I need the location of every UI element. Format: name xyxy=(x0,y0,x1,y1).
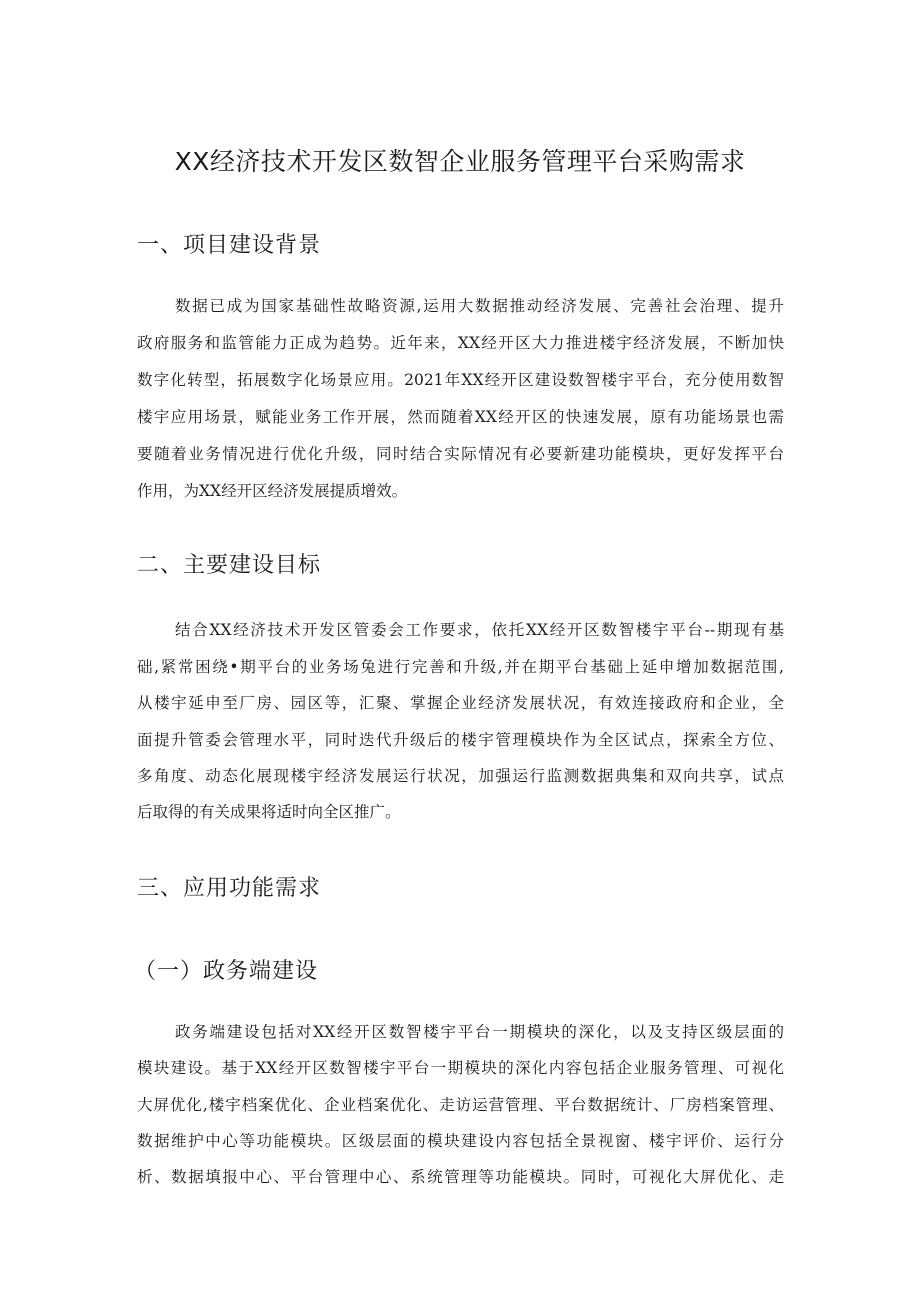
paragraph-line: 础,紧常困绕•期平台的业务场兔进行完善和升级,并在期平台基础上延申增加数据范围, xyxy=(137,658,784,676)
paragraph-line: 结合XX经济技术开发区管委会工作要求，依托XX经开区数智楼宇平台--期现有基 xyxy=(175,621,784,639)
paragraph-line: 政府服务和监管能力正成为趋势。近年来，XX经开区大力推进楼宇经济发展，不断加快 xyxy=(137,334,784,352)
paragraph-line: 数据维护中心等功能模块。区级层面的模块建设内容包括全景视窗、楼宇评价、运行分 xyxy=(137,1132,784,1150)
section-heading-goals: 二、主要建设目标 xyxy=(137,553,322,578)
paragraph-line: 要随着业务情况进行优化升级，同时结合实际情况有必要新建功能模块，更好发挥平台 xyxy=(137,445,784,463)
section-heading-requirements: 三、应用功能需求 xyxy=(137,876,322,901)
subsection-heading-government: （一）政务端建设 xyxy=(134,959,319,984)
paragraph-line: 后取得的有关成果将适时向全区推广。 xyxy=(137,803,401,821)
section-heading-background: 一、项目建设背景 xyxy=(137,233,322,258)
paragraph-line: 面提升管委会管理水平，同时迭代升级后的楼宇管理模块作为全区试点，探索全方位、 xyxy=(137,731,784,749)
paragraph-line: 数据已成为国家基础性故略资源,运用大数据推动经济发展、完善社会治理、提升 xyxy=(175,297,784,315)
paragraph-line: 析、数据填报中心、平台管理中心、系统管理等功能模块。同时，可视化大屏优化、走 xyxy=(137,1168,784,1186)
paragraph-line: 从楼宇延申至厂房、园区等，汇聚、掌握企业经济发展状况，有效连接政府和企业，全 xyxy=(137,694,784,712)
paragraph-line: 多角度、动态化展现楼宇经济发展运行状况，加强运行监测数据典集和双向共享，试点 xyxy=(137,767,784,785)
paragraph-line: 数字化转型，拓展数字化场景应用。2021年XX经开区建设数智楼宇平台，充分使用数智 xyxy=(137,371,784,389)
document-title: XX经济技术开发区数智企业服务管理平台采购需求 xyxy=(174,147,746,176)
paragraph-line: 政务端建设包括对XX经开区数智楼宇平台一期模块的深化，以及支持区级层面的 xyxy=(175,1023,784,1041)
paragraph-line: 作用，为XX经开区经济发展提质增效。 xyxy=(137,482,408,500)
paragraph-line: 楼宇应用场景，赋能业务工作开展，然而随着XX经开区的快速发展，原有功能场景也需 xyxy=(137,408,784,426)
paragraph-line: 模块建设。基于XX经开区数智楼宇平台一期模块的深化内容包括企业服务管理、可视化 xyxy=(137,1059,784,1077)
paragraph-line: 大屏优化,楼宇档案优化、企业档案优化、走访运营管理、平台数据统计、厂房档案管理、 xyxy=(137,1096,784,1114)
